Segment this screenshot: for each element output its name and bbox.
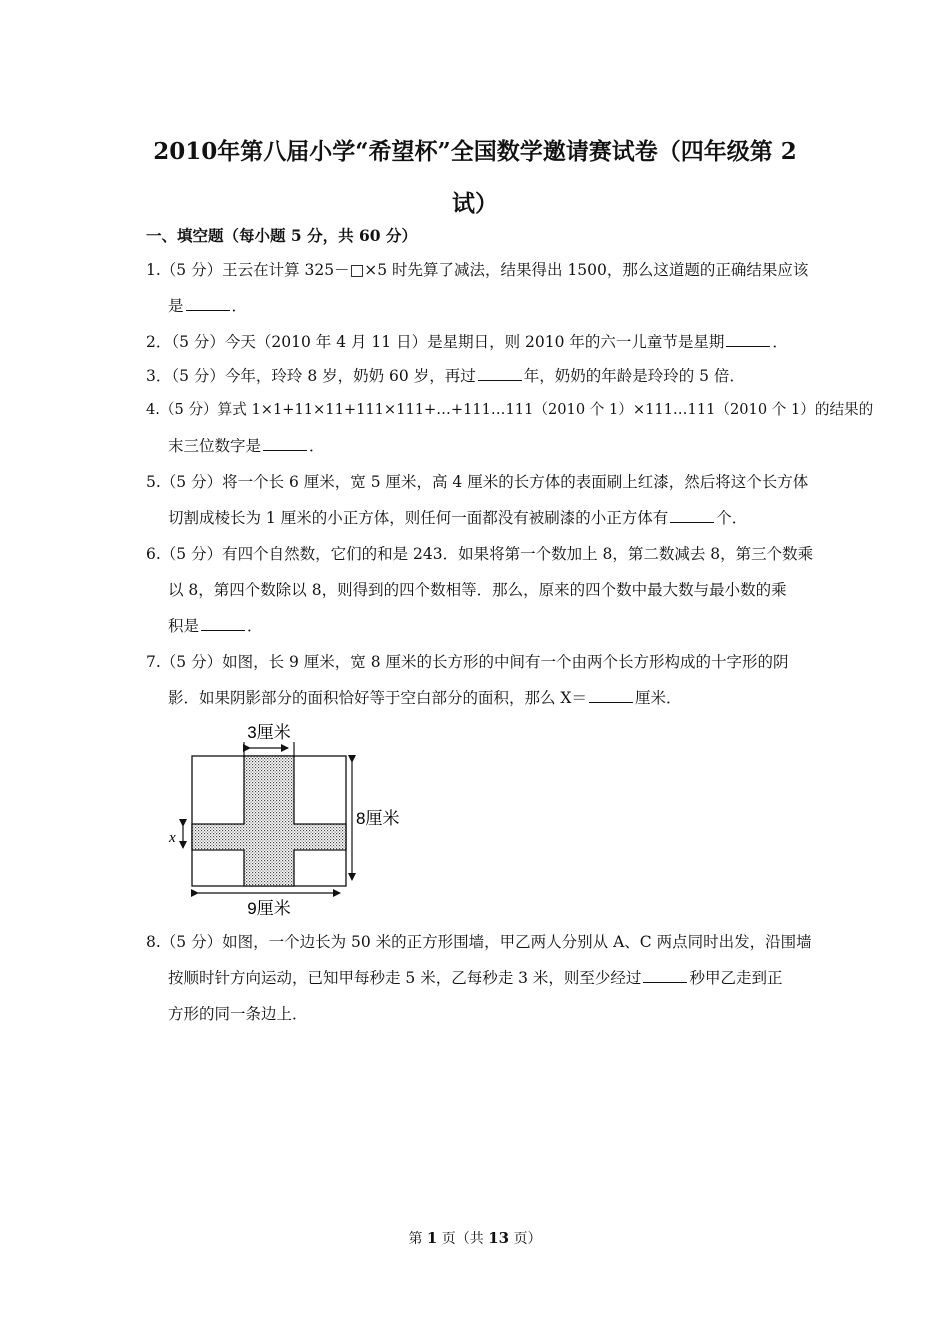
question-5-tail: 个． — [716, 509, 748, 527]
right-dimension-label: 8厘米 — [356, 809, 400, 828]
question-3-line-1 — [146, 358, 810, 394]
question-6-text: 积是 — [168, 617, 200, 635]
exam-title-line-1: 2010年第八届小学“希望杯”全国数学邀请赛试卷（四年级第 2 — [153, 138, 797, 165]
cross-figure — [162, 716, 412, 921]
question-7-line-1: 7.（5 分）如图，长 9 厘米，宽 8 厘米的长方形的中间有一个由两个长方形构成的十字形的阴 — [146, 653, 789, 671]
question-6-line-1: 6.（5 分）有四个自然数，它们的和是 243．如果将第一个数加上 8，第二数减去 8，第三个数乘 — [146, 545, 814, 563]
question-3-text: 3．（5 分）今年，玲玲 8 岁，奶奶 60 岁，再过 — [146, 367, 476, 385]
exam-title-line-2: 试） — [452, 190, 498, 217]
question-6-line-3 — [146, 608, 810, 644]
answer-blank — [589, 684, 633, 703]
question-1-line-2 — [146, 288, 810, 324]
question-6-line-2: 以 8，第四个数除以 8，则得到的四个数相等．那么，原来的四个数中最大数与最小数的乘 — [168, 581, 787, 599]
footer-page-number: 1 — [426, 1229, 438, 1247]
left-dimension-label: x — [169, 830, 176, 846]
question-8-line-3: 方形的同一条边上． — [168, 1005, 308, 1023]
question-5-text: 切割成棱长为 1 厘米的小正方体，则任何一面都没有被刷漆的小正方体有 — [168, 509, 669, 527]
question-6 — [146, 536, 814, 644]
question-8-text: 按顺时针方向运动，已知甲每秒走 5 米，乙每秒走 3 米，则至少经过 — [168, 969, 642, 987]
question-8 — [146, 924, 810, 1032]
question-2-tail: ． — [772, 333, 788, 351]
question-8-line-1: 8.（5 分）如图，一个边长为 50 米的正方形围墙，甲乙两人分别从 A、C 两点同时出发，沿围墙 — [146, 933, 812, 951]
question-3 — [146, 358, 810, 394]
footer-total-pages: 13 — [488, 1229, 510, 1247]
question-7 — [146, 644, 810, 716]
footer-mid: 页（共 — [441, 1231, 484, 1247]
question-1-line-1: 1.（5 分）王云在计算 325－□×5 时先算了减法，结果得出 1500，那么这道题的正确结果应该 — [146, 261, 809, 279]
question-8-line-2 — [146, 960, 810, 996]
question-2-line-1 — [146, 324, 810, 360]
question-2 — [146, 324, 810, 360]
question-1-tail: ． — [231, 297, 248, 315]
question-4-text: 末三位数字是 — [168, 437, 262, 455]
question-1 — [146, 252, 810, 324]
question-5-line-2 — [146, 500, 810, 536]
footer-prefix: 第 — [408, 1231, 423, 1247]
section-heading: 一、填空题（每小题 5 分，共 60 分） — [146, 226, 417, 245]
answer-blank — [643, 964, 687, 983]
question-1-text: 是 — [168, 297, 184, 315]
question-4 — [146, 392, 874, 464]
answer-blank — [186, 292, 230, 311]
question-5 — [146, 464, 810, 536]
question-7-tail: 厘米． — [634, 689, 682, 707]
answer-blank — [670, 504, 714, 523]
bottom-dimension-label: 9厘米 — [247, 899, 291, 918]
answer-blank — [478, 362, 522, 381]
question-4-tail: ． — [309, 437, 325, 455]
question-3-tail: 年，奶奶的年龄是玲玲的 5 倍． — [523, 367, 745, 385]
question-2-text: 2．（5 分）今天（2010 年 4 月 11 日）是星期日，则 2010 年的六一儿童节是星期 — [146, 333, 725, 351]
top-dimension-label: 3厘米 — [247, 723, 291, 742]
question-6-tail: ． — [247, 617, 263, 635]
question-7-line-2 — [146, 680, 810, 716]
question-4-line-1: 4.（5 分）算式 1×1+11×11+111×111+…+111…111（2010 个 1）×111…111（2010 个 1）的结果的 — [146, 401, 874, 418]
question-8-tail: 秒甲乙走到正 — [689, 969, 783, 987]
question-5-line-1: 5.（5 分）将一个长 6 厘米，宽 5 厘米，高 4 厘米的长方体的表面刷上红漆，然后将这个长方体 — [146, 473, 809, 491]
question-4-line-2 — [146, 428, 810, 464]
question-7-text: 影．如果阴影部分的面积恰好等于空白部分的面积，那么 X＝ — [168, 689, 587, 707]
page-footer — [0, 1228, 950, 1248]
answer-blank — [726, 328, 770, 347]
footer-suffix: 页） — [513, 1231, 542, 1247]
answer-blank — [263, 432, 307, 451]
answer-blank — [201, 612, 245, 631]
